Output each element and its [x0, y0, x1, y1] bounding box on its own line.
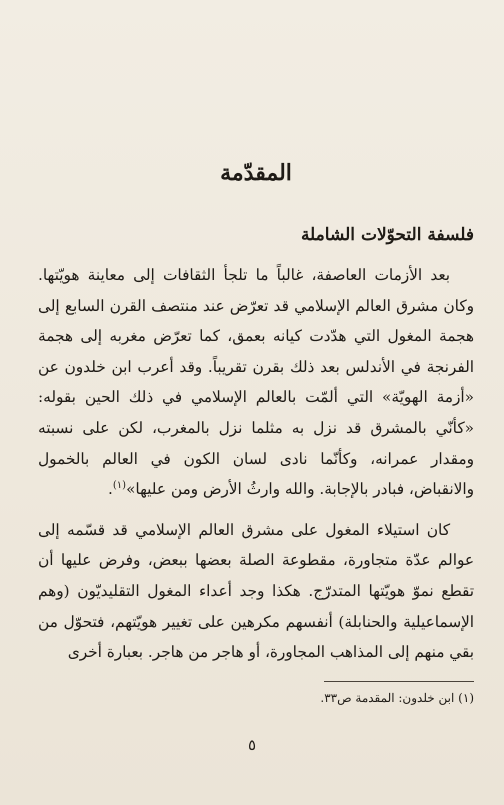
footnote-text: ابن خلدون: المقدمة ص٣٣. — [320, 691, 455, 705]
page-number: ٥ — [247, 736, 257, 754]
footnote — [38, 688, 474, 708]
paragraph-2: كان استيلاء المغول على مشرق العالم الإسلامي قد قسّمه إلى عوالم عدّة متجاورة، مقطوعة الصلة بعضها ببعض، وفرض عليها أن تقطع نموّ هويّتها المتدرّج. هكذا وجد أعداء المغول التقليديّون (وهم الإسماعيلية والحنابلة) أنفسهم مكرهين على تغيير هويّتهم، فتحوّل من بقي منهم إلى المذاهب المجاورة، أو هاجر من هاجر. بعبارة أخرى — [38, 520, 474, 662]
section-title: فلسفة التحوّلات الشاملة — [300, 225, 474, 245]
chapter-title: المقدّمة — [220, 160, 292, 186]
body-text — [38, 260, 474, 668]
footnote-reference: (١) — [112, 480, 127, 492]
footnote-marker: (١) — [458, 691, 474, 705]
paragraph-1: بعد الأزمات العاصفة، غالباً ما تلجأ الثقافات إلى معاينة هويّتها. وكان مشرق العالم الإسلامي قد تعرّض عند منتصف القرن السابع إلى هجمة المغول التي هدّدت كيانه بعمق، كما تعرّض مغربه إلى هجمة الفرنجة في الأندلس بعد ذلك بقرن تقريباً. وقد أعرب ابن خلدون عن «أزمة الهويّة» التي ألمّت بالعالم الإسلامي في ذلك الحين بقوله: «كأنّي بالمشرق قد نزل به مثلما نزل بالمغرب، لكن على نسبته ومقدار عمرانه، وكأنّما نادى لسان الكون في العالم بالخمول والانقباض، فبادر بالإجابة. والله وارثُ الأرض ومن عليها»$^{(١)}$. — [38, 266, 474, 499]
paragraph-1-text: بعد الأزمات العاصفة، غالباً ما تلجأ الثقافات إلى معاينة هويّتها. وكان مشرق العالم الإسلامي قد تعرّض عند منتصف القرن السابع إلى هجمة المغول التي هدّدت كيانه بعمق، كما تعرّض مغربه إلى هجمة الفرنجة في الأندلس بعد ذلك بقرن تقريباً. وقد أعرب ابن خلدون عن «أزمة الهويّة» التي ألمّت بالعالم الإسلامي في ذلك الحين بقوله: «كأنّي بالمشرق قد نزل به مثلما نزل بالمغرب، لكن على نسبته ومقدار عمرانه، وكأنّما نادى لسان الكون في العالم بالخمول والانقباض، فبادر بالإجابة. والله وارثُ الأرض ومن عليها» — [38, 266, 474, 499]
footnote-rule — [324, 681, 474, 682]
